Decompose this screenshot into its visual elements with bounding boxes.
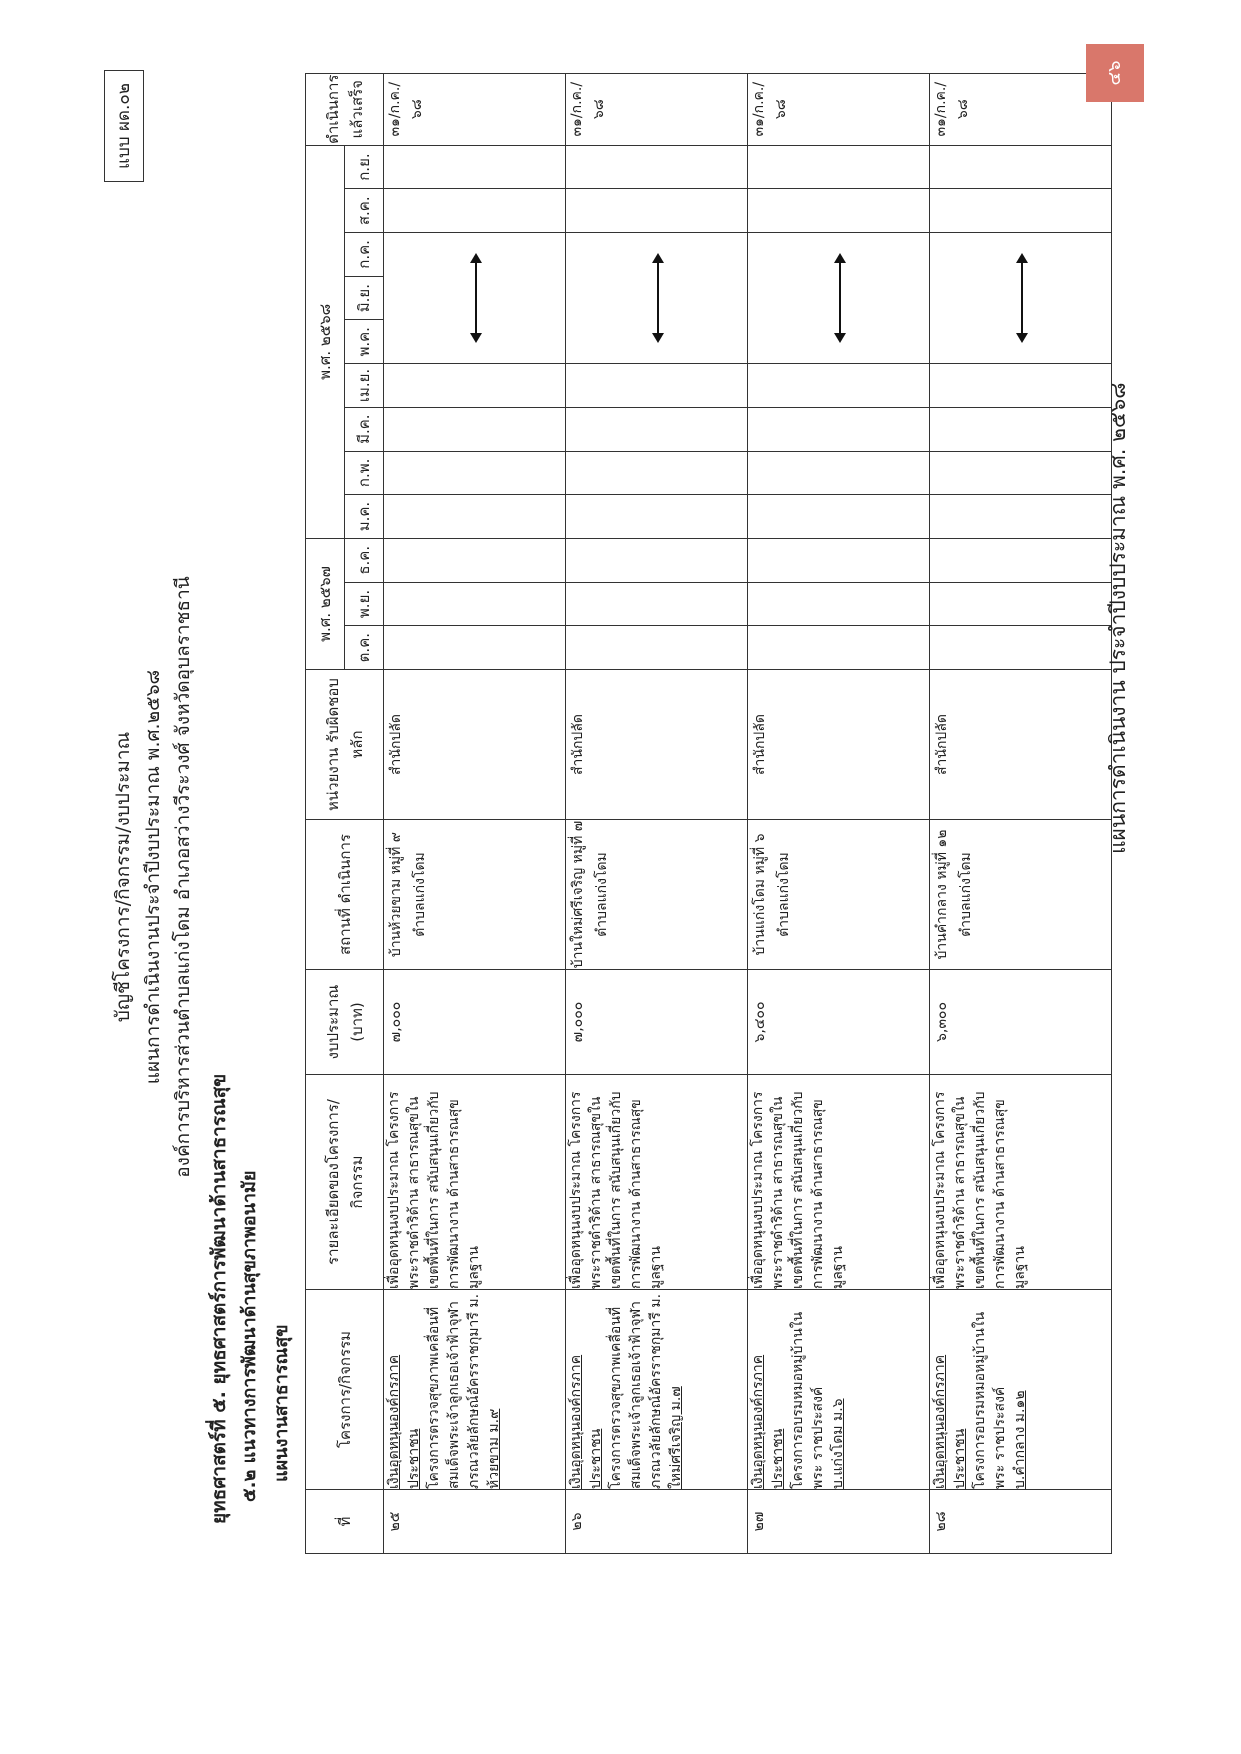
project-funding-label: ประชาชน: [952, 1428, 968, 1489]
detail-cell: เพื่ออุดหนุนงบประมาณ โครงการพระราชดำริด้าน สาธารณสุขในเขตพื้นที่ในการ สนับสนุนเกี่ยวกับการพัฒนางาน ด้านสาธารณสุขมูลฐาน: [384, 1075, 566, 1290]
project-village: บ.แก่งโดม ม.๖: [830, 1398, 846, 1489]
table-row: [930, 73, 1112, 1553]
month-cell: [930, 364, 1112, 408]
month-cell: [748, 495, 930, 539]
month-header: ก.พ.: [345, 451, 384, 495]
project-cell: [566, 1290, 748, 1490]
month-cell: [384, 189, 566, 233]
page-number-badge: ๔๖: [1086, 44, 1144, 102]
month-header: ก.ค.: [345, 233, 384, 277]
month-header: พ.ย.: [345, 582, 384, 626]
project-cell: [930, 1290, 1112, 1490]
col-header-done: ดำเนินการ แล้วเสร็จ: [306, 73, 384, 145]
month-cell: [930, 582, 1112, 626]
month-header: ต.ค.: [345, 626, 384, 670]
doc-org: องค์การบริหารส่วนตำบลแก่งโดม อำเภอสว่างวีระวงศ์ จังหวัดอุบลราชธานี: [172, 576, 194, 1178]
completion-cell: ๓๑/ก.ค./๖๘: [930, 73, 1112, 145]
project-name: โครงการตรวจสุขภาพเคลื่อนที่ สมเด็จพระเจ้าลูกเธอเจ้าฟ้าจุฬา ภรณวลัยลักษณ์อัครราชกุมารี ม.: [608, 1293, 664, 1489]
table-row: [384, 73, 566, 1553]
month-cell: [566, 189, 748, 233]
month-cell: [748, 451, 930, 495]
month-header: มี.ค.: [345, 407, 384, 451]
page-footer: แผนการดำเนินงาน ประจำปีงบประมาณ พ.ศ. ๒๕๖๘: [1106, 382, 1130, 854]
budget-cell: ๗,๐๐๐: [566, 970, 748, 1075]
project-village: ใหม่ศรีเจริญ ม.๗: [668, 1386, 684, 1489]
strategy-title: ยุทธศาสตร์ที่ ๕. ยุทธศาสตร์การพัฒนาด้านสาธารณสุข: [208, 1073, 230, 1524]
row-number: ๒๖: [566, 1490, 748, 1554]
project-cell: [748, 1290, 930, 1490]
month-cell: [748, 626, 930, 670]
month-cell: [566, 495, 748, 539]
month-header: ก.ย.: [345, 145, 384, 189]
project-funding-label: ประชาชน: [770, 1428, 786, 1489]
month-cell: [930, 495, 1112, 539]
project-funding-label: เงินอุดหนุนองค์กรภาค: [386, 1354, 402, 1489]
month-cell: [384, 145, 566, 189]
col-header-budget: งบประมาณ (บาท): [306, 970, 384, 1075]
project-name: โครงการตรวจสุขภาพเคลื่อนที่ สมเด็จพระเจ้าลูกเธอเจ้าฟ้าจุฬา ภรณวลัยลักษณ์อัครราชกุมารี ม.: [426, 1293, 482, 1489]
month-cell: [748, 582, 930, 626]
month-cell: [566, 538, 748, 582]
month-cell: [566, 451, 748, 495]
doc-title: บัญชีโครงการ/กิจกรรม/งบประมาณ: [112, 731, 134, 1023]
project-name: โครงการอบรมหมอหมู่บ้านในพระ ราชประสงค์: [972, 1311, 1008, 1489]
month-cell: [930, 189, 1112, 233]
month-cell: [384, 407, 566, 451]
row-number: ๒๘: [930, 1490, 1112, 1554]
project-funding-label: เงินอุดหนุนองค์กรภาค: [568, 1354, 584, 1489]
month-cell: [566, 582, 748, 626]
month-header: มิ.ย.: [345, 276, 384, 320]
month-cell: [748, 233, 930, 364]
month-cell: [384, 451, 566, 495]
plan-title: แผนงานสาธารณสุข: [271, 1324, 292, 1482]
month-header: พ.ค.: [345, 320, 384, 364]
month-cell: [748, 538, 930, 582]
month-cell: [384, 538, 566, 582]
month-cell: [930, 233, 1112, 364]
month-cell: [566, 145, 748, 189]
completion-cell: ๓๑/ก.ค./๖๘: [748, 73, 930, 145]
month-header: ส.ค.: [345, 189, 384, 233]
project-funding-label: เงินอุดหนุนองค์กรภาค: [750, 1354, 766, 1489]
row-number: ๒๗: [748, 1490, 930, 1554]
budget-cell: ๖,๓๐๐: [930, 970, 1112, 1075]
col-header-no: ที่: [306, 1490, 384, 1554]
month-cell: [930, 451, 1112, 495]
budget-cell: ๗,๐๐๐: [384, 970, 566, 1075]
month-cell: [748, 189, 930, 233]
agency-cell: สำนักปลัด: [384, 670, 566, 820]
month-cell: [566, 233, 748, 364]
month-header: ธ.ค.: [345, 538, 384, 582]
col-header-agency: หน่วยงาน รับผิดชอบหลัก: [306, 670, 384, 820]
project-funding-label: เงินอุดหนุนองค์กรภาค: [932, 1354, 948, 1489]
schedule-arrow: [475, 255, 477, 342]
month-cell: [566, 626, 748, 670]
project-funding-label: ประชาชน: [406, 1428, 422, 1489]
project-cell: [384, 1290, 566, 1490]
table-row: [748, 73, 930, 1553]
location-cell: บ้านห้วยขาม หมู่ที่ ๙ ตำบลแก่งโดม: [384, 820, 566, 970]
project-village: บ.คำกลาง ม.๑๒: [1012, 1390, 1028, 1489]
detail-cell: เพื่ออุดหนุนงบประมาณ โครงการพระราชดำริด้าน สาธารณสุขในเขตพื้นที่ในการ สนับสนุนเกี่ยวกับการพัฒนางาน ด้านสาธารณสุขมูลฐาน: [748, 1075, 930, 1290]
col-header-location: สถานที่ ดำเนินการ: [306, 820, 384, 970]
completion-cell: ๓๑/ก.ค./๖๘: [384, 73, 566, 145]
month-cell: [930, 626, 1112, 670]
row-number: ๒๕: [384, 1490, 566, 1554]
month-cell: [930, 145, 1112, 189]
col-header-detail: รายละเอียดของโครงการ/ กิจกรรม: [306, 1075, 384, 1290]
location-cell: บ้านใหม่ศรีเจริญ หมู่ที่ ๗ ตำบลแก่งโดม: [566, 820, 748, 970]
month-cell: [748, 407, 930, 451]
month-cell: [384, 626, 566, 670]
detail-cell: เพื่ออุดหนุนงบประมาณ โครงการพระราชดำริด้าน สาธารณสุขในเขตพื้นที่ในการ สนับสนุนเกี่ยวกับการพัฒนางาน ด้านสาธารณสุขมูลฐาน: [566, 1075, 748, 1290]
table-row: [566, 73, 748, 1553]
agency-cell: สำนักปลัด: [748, 670, 930, 820]
month-cell: [384, 582, 566, 626]
completion-cell: ๓๑/ก.ค./๖๘: [566, 73, 748, 145]
month-header: ม.ค.: [345, 495, 384, 539]
year-2568-header: พ.ศ. ๒๕๖๘: [306, 145, 345, 538]
month-cell: [566, 407, 748, 451]
month-cell: [748, 145, 930, 189]
schedule-arrow: [839, 255, 841, 342]
schedule-arrow: [657, 255, 659, 342]
location-cell: บ้านคำกลาง หมู่ที่ ๑๒ ตำบลแก่งโดม: [930, 820, 1112, 970]
month-cell: [566, 364, 748, 408]
approach-title: ๕.๒ แนวทางการพัฒนาด้านสุขภาพอนามัย: [239, 1170, 260, 1502]
month-cell: [930, 538, 1112, 582]
detail-cell: เพื่ออุดหนุนงบประมาณ โครงการพระราชดำริด้าน สาธารณสุขในเขตพื้นที่ในการ สนับสนุนเกี่ยวกับการพัฒนางาน ด้านสาธารณสุขมูลฐาน: [930, 1075, 1112, 1290]
project-name: โครงการอบรมหมอหมู่บ้านในพระ ราชประสงค์: [790, 1311, 826, 1489]
form-id-box: แบบ ผด.๐๒: [104, 70, 144, 182]
project-funding-label: ประชาชน: [588, 1428, 604, 1489]
location-cell: บ้านแก่งโดม หมู่ที่ ๖ ตำบลแก่งโดม: [748, 820, 930, 970]
month-header: เม.ย.: [345, 364, 384, 408]
agency-cell: สำนักปลัด: [566, 670, 748, 820]
month-cell: [748, 364, 930, 408]
plan-table: [305, 73, 1112, 1554]
col-header-project: โครงการ/กิจกรรม: [306, 1290, 384, 1490]
month-cell: [384, 364, 566, 408]
year-2567-header: พ.ศ. ๒๕๖๗: [306, 538, 345, 669]
agency-cell: สำนักปลัด: [930, 670, 1112, 820]
month-cell: [384, 233, 566, 364]
budget-cell: ๖,๔๐๐: [748, 970, 930, 1075]
month-cell: [384, 495, 566, 539]
project-village: ห้วยขาม ม.๙: [486, 1408, 502, 1489]
doc-subtitle: แผนการดำเนินงานประจำปีงบประมาณ พ.ศ.๒๕๖๘: [142, 669, 164, 1085]
schedule-arrow: [1021, 255, 1023, 342]
month-cell: [930, 407, 1112, 451]
